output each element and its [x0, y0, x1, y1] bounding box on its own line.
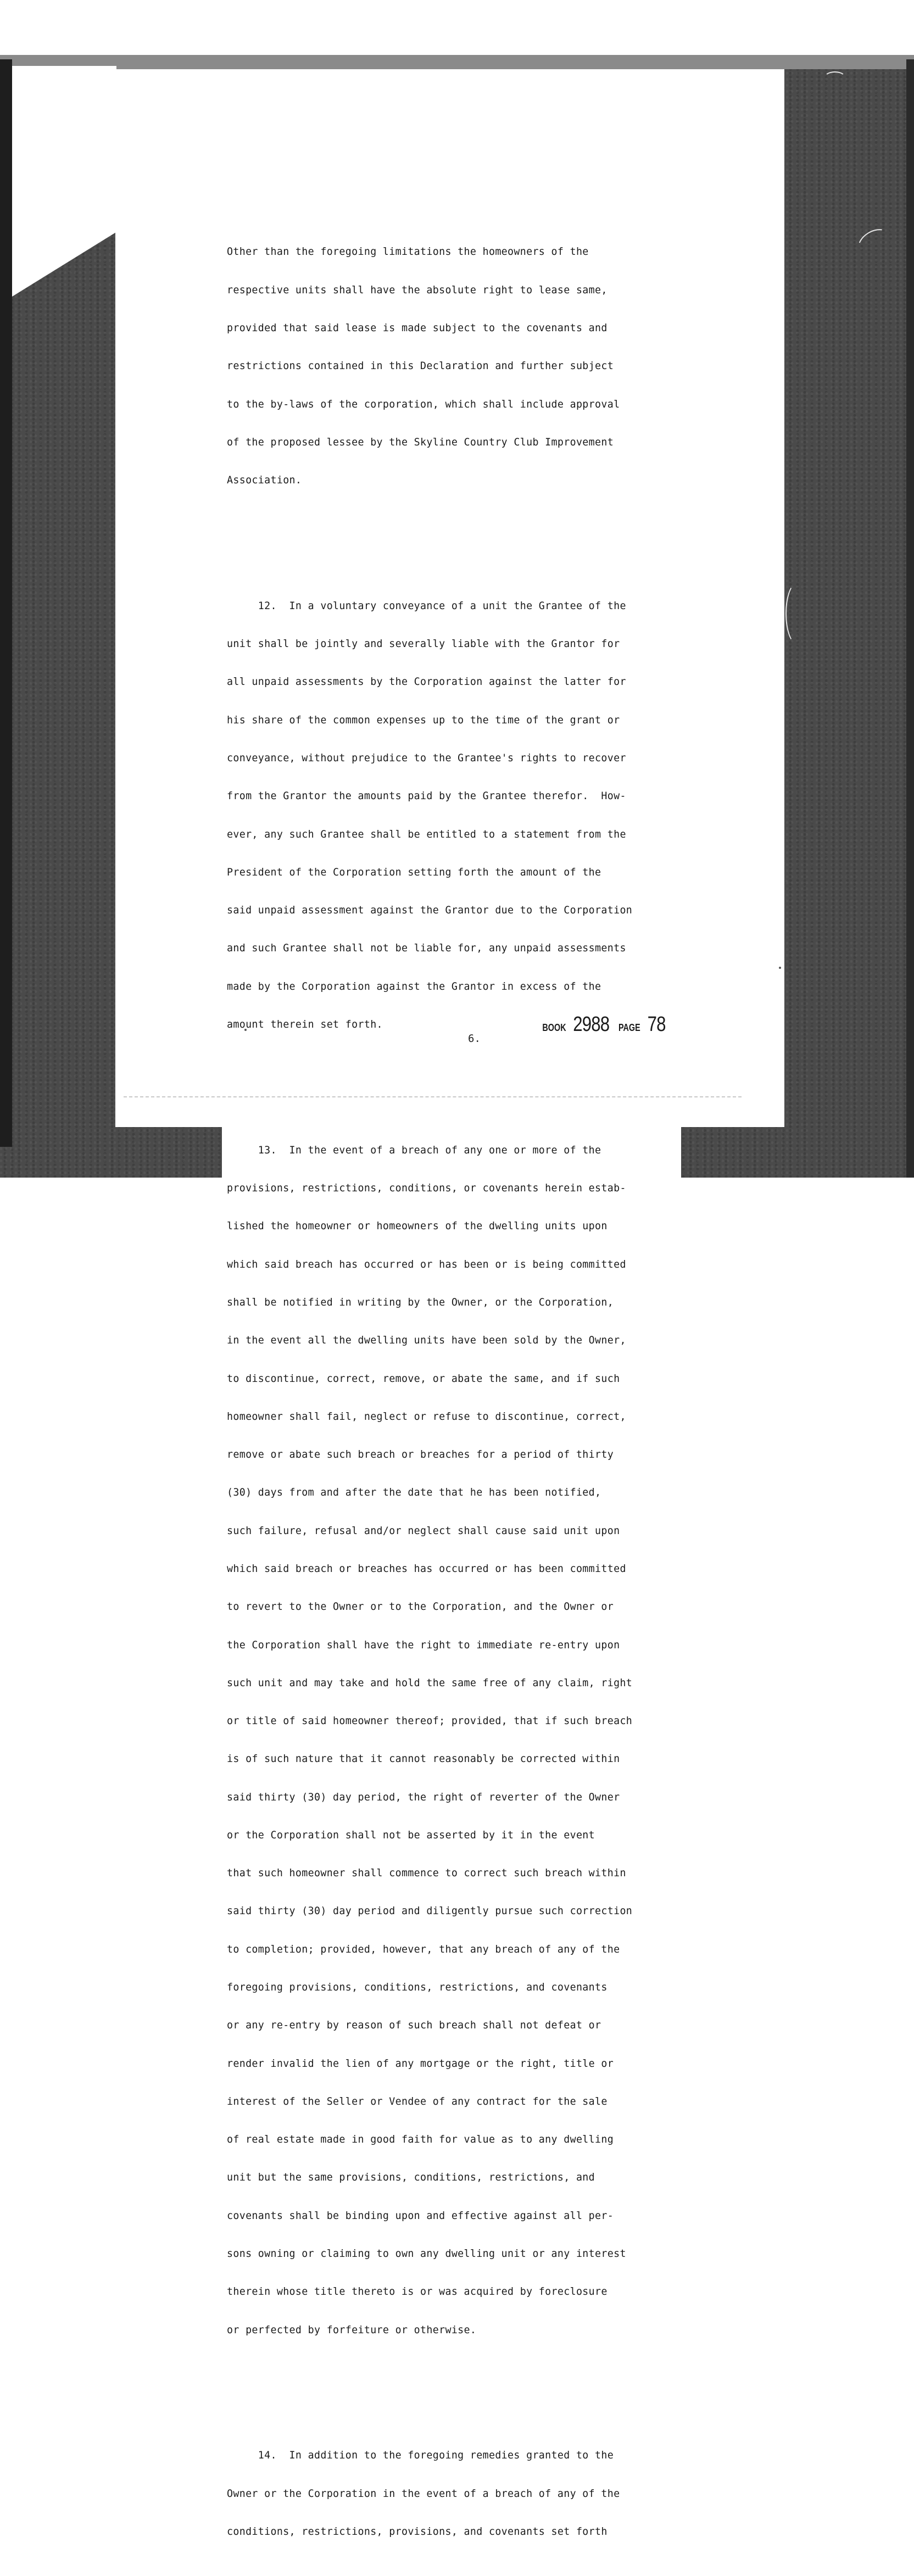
- scanner-left-edge: [0, 59, 12, 1147]
- text-line: Other than the foregoing limitations the homeowners of the: [227, 246, 589, 258]
- text-line: provided that said lease is made subject to the covenants and: [227, 322, 608, 334]
- text-line: 13. In the event of a breach of any one or more of the: [227, 1144, 601, 1156]
- text-line: to revert to the Owner or to the Corporation, and the Owner or: [227, 1601, 614, 1613]
- text-line: provisions, restrictions, conditions, or covenants herein estab-: [227, 1183, 626, 1195]
- text-line: interest of the Seller or Vendee of any contract for the sale: [227, 2095, 608, 2107]
- text-line: or perfected by forfeiture or otherwise.: [227, 2324, 477, 2336]
- paragraph-gap: [227, 2387, 743, 2399]
- text-line: ever, any such Grantee shall be entitled to a statement from the: [227, 828, 626, 840]
- text-line: conveyance, without prejudice to the Grantee's rights to recover: [227, 752, 626, 765]
- paragraph-14: [227, 2424, 743, 2563]
- scuff-mark: [785, 582, 810, 645]
- text-line: therein whose title thereto is or was acquired by foreclosure: [227, 2286, 608, 2298]
- scanner-right-edge: [906, 59, 914, 1178]
- paragraph-gap: [227, 1081, 743, 1093]
- text-line: of real estate made in good faith for value as to any dwelling: [227, 2134, 614, 2146]
- page-label: PAGE: [618, 1022, 640, 1033]
- text-line: in the event all the dwelling units have been sold by the Owner,: [227, 1335, 626, 1347]
- text-line: foregoing provisions, conditions, restrictions, and covenants: [227, 1982, 608, 1994]
- text-line: homeowner shall fail, neglect or refuse to discontinue, correct,: [227, 1410, 626, 1423]
- text-line: the Corporation shall have the right to immediate re-entry upon: [227, 1639, 620, 1651]
- paragraph-gap: [227, 538, 743, 549]
- text-line: all unpaid assessments by the Corporation against the latter for: [227, 676, 626, 688]
- text-line: 14. In addition to the foregoing remedies granted to the: [227, 2450, 614, 2462]
- text-line: to the by-laws of the corporation, which shall include approval: [227, 398, 620, 410]
- text-line: remove or abate such breach or breaches for a period of thirty: [227, 1449, 614, 1461]
- text-line: sons owning or claiming to own any dwelling unit or any interest: [227, 2248, 626, 2260]
- stamp-page-number: 78: [647, 1013, 666, 1036]
- text-line: that such homeowner shall commence to correct such breach within: [227, 1867, 626, 1880]
- text-line: such unit and may take and hold the same free of any claim, right: [227, 1677, 633, 1689]
- text-line: from the Grantor the amounts paid by the Grantee therefor. How-: [227, 790, 626, 802]
- text-line: respective units shall have the absolute right to lease same,: [227, 284, 608, 296]
- scanner-top-strip: [0, 55, 914, 69]
- text-line: of the proposed lessee by the Skyline Country Club Improvement: [227, 436, 614, 448]
- text-line: said thirty (30) day period and diligently pursue such correction: [227, 1905, 633, 1917]
- text-line: such failure, refusal and/or neglect shall cause said unit upon: [227, 1525, 620, 1537]
- footer-rule: [124, 1096, 742, 1097]
- text-line: or the Corporation shall not be asserted by it in the event: [227, 1829, 595, 1841]
- book-page-stamp: [539, 1013, 667, 1036]
- text-line: President of the Corporation setting forth the amount of the: [227, 866, 601, 878]
- text-line: render invalid the lien of any mortgage or the right, title or: [227, 2058, 614, 2070]
- text-line: Owner or the Corporation in the event of a breach of any of the: [227, 2488, 620, 2500]
- text-line: shall be notified in writing by the Owner, or the Corporation,: [227, 1296, 614, 1308]
- text-line: made by the Corporation against the Grantor in excess of the: [227, 980, 601, 993]
- text-line: covenants shall be binding upon and effective against all per-: [227, 2210, 614, 2222]
- text-line: said thirty (30) day period, the right of reverter of the Owner: [227, 1791, 620, 1803]
- text-line: to discontinue, correct, remove, or abate the same, and if such: [227, 1373, 620, 1385]
- text-line: his share of the common expenses up to the time of the grant or: [227, 714, 620, 726]
- text-line: Association.: [227, 475, 302, 487]
- text-line: conditions, restrictions, provisions, and covenants set forth: [227, 2525, 608, 2538]
- text-line: which said breach has occurred or has been or is being committed: [227, 1258, 626, 1270]
- scan-speck: [779, 967, 781, 969]
- scuff-mark: [824, 71, 846, 85]
- text-line: or any re-entry by reason of such breach shall not defeat or: [227, 2020, 601, 2032]
- book-label: BOOK: [542, 1022, 566, 1033]
- text-line: which said breach or breaches has occurred or has been committed: [227, 1563, 626, 1575]
- paragraph-lease: [227, 220, 743, 512]
- text-line: said unpaid assessment against the Grantor due to the Corporation: [227, 905, 633, 917]
- text-line: to completion; provided, however, that any breach of any of the: [227, 1943, 620, 1955]
- text-line: unit but the same provisions, conditions, restrictions, and: [227, 2172, 595, 2184]
- paragraph-12: [227, 575, 743, 1057]
- document-body: [227, 195, 743, 2576]
- paragraph-13: [227, 1119, 743, 2362]
- text-line: and such Grantee shall not be liable for, any unpaid assessments: [227, 943, 626, 955]
- text-line: lished the homeowner or homeowners of the dwelling units upon: [227, 1220, 608, 1233]
- text-line: amount therein set forth.: [227, 1019, 383, 1030]
- scan-speck: [785, 880, 788, 882]
- text-line: is of such nature that it cannot reasonably be corrected within: [227, 1753, 620, 1765]
- page-number: 6.: [468, 1033, 481, 1045]
- text-line: (30) days from and after the date that he has been notified,: [227, 1487, 601, 1499]
- text-line: restrictions contained in this Declaration and further subject: [227, 360, 614, 372]
- text-line: 12. In a voluntary conveyance of a unit the Grantee of the: [227, 600, 626, 612]
- text-line: or title of said homeowner thereof; provided, that if such breach: [227, 1715, 633, 1727]
- book-number: 2988: [573, 1013, 610, 1036]
- text-line: unit shall be jointly and severally liable with the Grantor for: [227, 638, 620, 650]
